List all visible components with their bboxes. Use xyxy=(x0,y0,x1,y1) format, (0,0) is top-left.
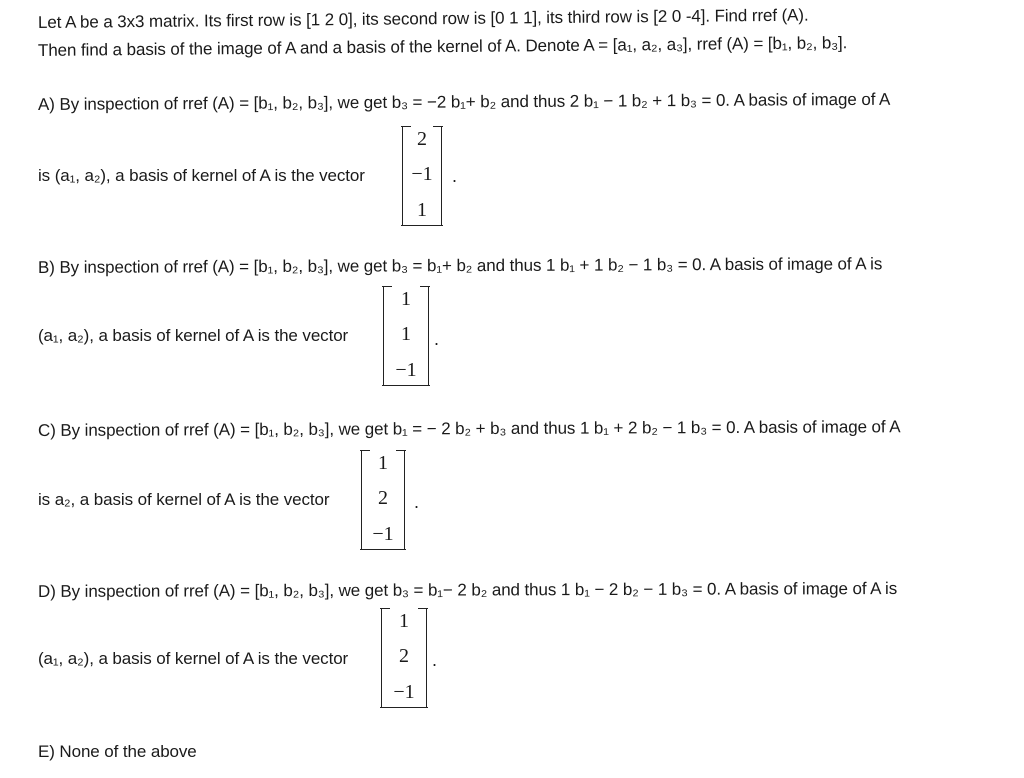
option-c-line-1 xyxy=(38,417,901,441)
option-a-period: . xyxy=(452,166,458,186)
option-b-line-1 xyxy=(38,254,882,278)
option-b-vector-entry-1: 1 xyxy=(401,288,411,310)
option-d-period: . xyxy=(432,650,438,670)
question-line-2 xyxy=(38,33,847,61)
option-a-vector-entry-2: −1 xyxy=(411,163,433,185)
option-d-vector xyxy=(381,608,427,708)
question-text-1: Let A be a 3x3 matrix. Its first row is [1 2 0], its second row is [0 1 1], its third row is [2 0 -4]. Find rref (A). xyxy=(37,5,809,32)
option-a-text-1: A) By inspection of rref (A) = [b₁, b₂, b₃], we get b₃ = −2 b₁+ b₂ and thus 2 b₁ − 1 b₂ + 1 b₃ = 0. A basis of image of A xyxy=(37,89,891,114)
option-b-line-2 xyxy=(38,326,348,346)
option-a-text-2: is (a₁, a₂), a basis of kernel of A is the vector xyxy=(38,166,365,185)
option-d-line-1 xyxy=(38,579,897,602)
option-c-vector xyxy=(361,450,405,550)
option-a-line-2 xyxy=(38,166,365,186)
option-b-period: . xyxy=(434,329,440,349)
option-e-line-1 xyxy=(38,742,197,762)
option-a-line-1 xyxy=(38,90,890,115)
option-d-line-2 xyxy=(38,649,348,669)
option-e-text-1: E) None of the above xyxy=(38,742,197,761)
option-d-vector-entry-2: 2 xyxy=(399,645,409,667)
option-c-period: . xyxy=(414,492,420,512)
option-d-vector-entry-1: 1 xyxy=(399,610,409,632)
option-c-text-2: is a₂, a basis of kernel of A is the vector xyxy=(38,490,330,509)
option-a-vector-entry-1: 2 xyxy=(417,128,427,150)
option-d-vector-entry-3: −1 xyxy=(393,681,415,703)
option-b-vector-entry-3: −1 xyxy=(395,359,417,381)
option-c-vector-entry-3: −1 xyxy=(372,523,394,545)
option-b-text-1: B) By inspection of rref (A) = [b₁, b₂, b₃], we get b₃ = b₁+ b₂ and thus 1 b₁ + 1 b₂ − 1 b₃ = 0. A basis of image of A is xyxy=(37,254,883,277)
option-b-text-2: (a₁, a₂), a basis of kernel of A is the vector xyxy=(38,326,349,345)
option-d-text-2: (a₁, a₂), a basis of kernel of A is the vector xyxy=(38,649,349,668)
option-a-vector xyxy=(402,126,442,226)
question-text-2: Then find a basis of the image of A and a basis of the kernel of A. Denote A = [a₁, a₂, a₃], rref (A) = [b₁, b₂, b₃]. xyxy=(37,33,848,60)
option-c-text-1: C) By inspection of rref (A) = [b₁, b₂, b₃], we get b₁ = − 2 b₂ + b₃ and thus 1 b₁ + 2 b₂ − 1 b₃ = 0. A basis of image of A xyxy=(37,417,901,440)
option-c-vector-entry-2: 2 xyxy=(378,487,388,509)
option-b-vector xyxy=(383,286,429,386)
option-d-text-1: D) By inspection of rref (A) = [b₁, b₂, b₃], we get b₃ = b₁− 2 b₂ and thus 1 b₁ − 2 b₂ − 1 b₃ = 0. A basis of image of A is xyxy=(37,579,898,601)
question-line-1 xyxy=(38,6,809,33)
option-a-vector-entry-3: 1 xyxy=(417,199,427,221)
option-b-vector-entry-2: 1 xyxy=(401,323,411,345)
option-c-vector-entry-1: 1 xyxy=(378,452,388,474)
option-c-line-2 xyxy=(38,490,329,510)
